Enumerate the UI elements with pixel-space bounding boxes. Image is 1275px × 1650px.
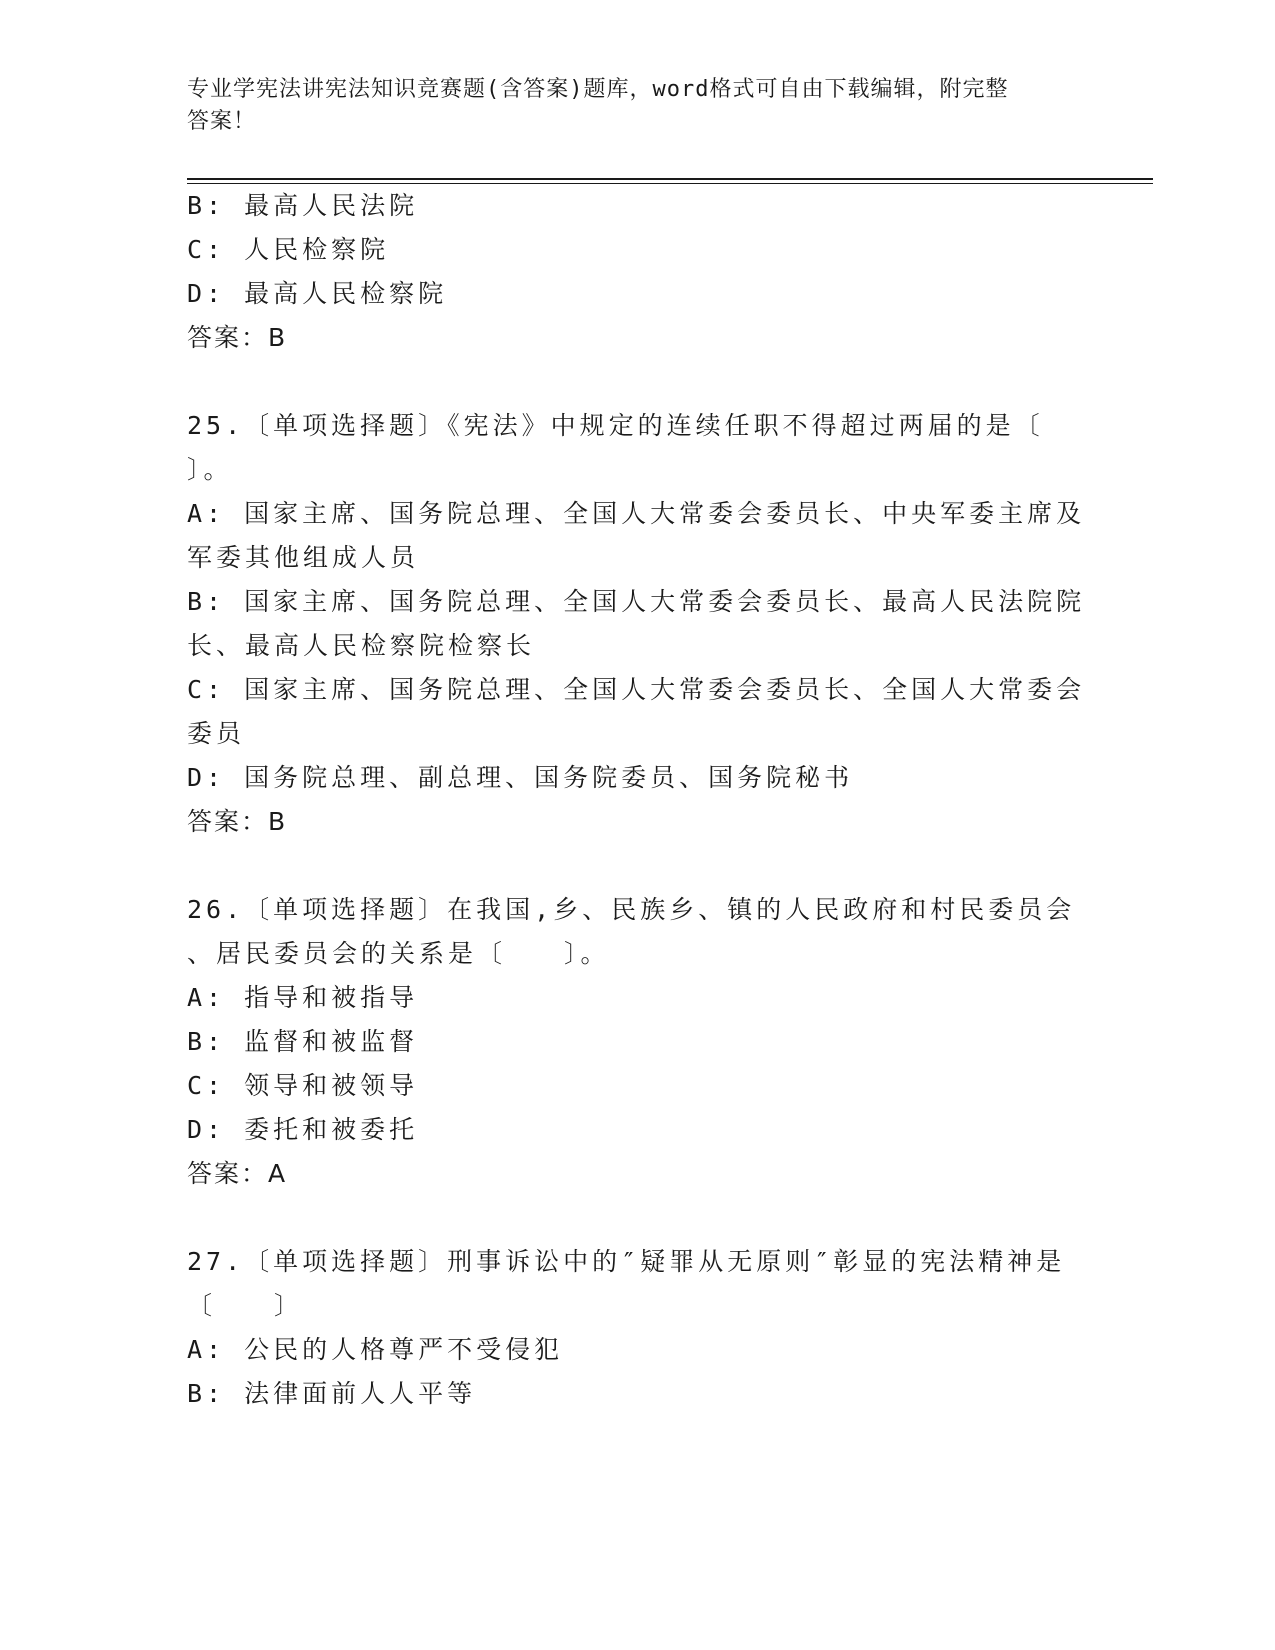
q25-stem-line-2: 〕。 (187, 455, 233, 484)
q26-option-b: B: 监督和被监督 (187, 1027, 419, 1056)
q24-answer: 答案：B (187, 323, 288, 352)
q24-option-d: D: 最高人民检察院 (187, 279, 448, 308)
document-header (187, 74, 1067, 138)
q25-stem-line-1: 25.〔单项选择题〕《宪法》中规定的连续任职不得超过两届的是〔 (187, 411, 1044, 440)
header-divider-thin (187, 183, 1153, 184)
q24-option-b: B: 最高人民法院 (187, 191, 419, 220)
q25-option-d: D: 国务院总理、副总理、国务院委员、国务院秘书 (187, 763, 854, 792)
q26-answer: 答案：A (187, 1159, 288, 1188)
q25-option-b-line-2: 长、最高人民检察院检察长 (187, 631, 536, 660)
header-divider-thick (187, 178, 1153, 180)
q26-option-c: C: 领导和被领导 (187, 1071, 419, 1100)
q25-option-c-line-1: C: 国家主席、国务院总理、全国人大常委会委员长、全国人大常委会 (187, 675, 1086, 704)
q26-stem-line-2: 、居民委员会的关系是〔 〕。 (187, 939, 610, 968)
q27-stem-line-1: 27.〔单项选择题〕刑事诉讼中的″疑罪从无原则″彰显的宪法精神是 (187, 1247, 1066, 1276)
q25-option-c-line-2: 委员 (187, 719, 246, 748)
header-line-2: 答案！ (187, 109, 257, 134)
q25-option-a-line-2: 军委其他组成人员 (187, 543, 420, 572)
q25-option-b-line-1: B: 国家主席、国务院总理、全国人大常委会委员长、最高人民法院院 (187, 587, 1086, 616)
q25-answer: 答案：B (187, 807, 288, 836)
q26-option-d: D: 委托和被委托 (187, 1115, 419, 1144)
q25-option-a-line-1: A: 国家主席、国务院总理、全国人大常委会委员长、中央军委主席及 (187, 499, 1086, 528)
q26-stem-line-1: 26.〔单项选择题〕在我国,乡、民族乡、镇的人民政府和村民委员会 (187, 895, 1076, 924)
q27-stem-line-2: 〔 〕 (187, 1291, 304, 1320)
q27-option-a: A: 公民的人格尊严不受侵犯 (187, 1335, 564, 1364)
header-line-1: 专业学宪法讲宪法知识竞赛题(含答案)题库，word格式可自由下载编辑，附完整 (187, 77, 1009, 102)
q27-option-b: B: 法律面前人人平等 (187, 1379, 477, 1408)
q24-option-c: C: 人民检察院 (187, 235, 390, 264)
q26-option-a: A: 指导和被指导 (187, 983, 419, 1012)
